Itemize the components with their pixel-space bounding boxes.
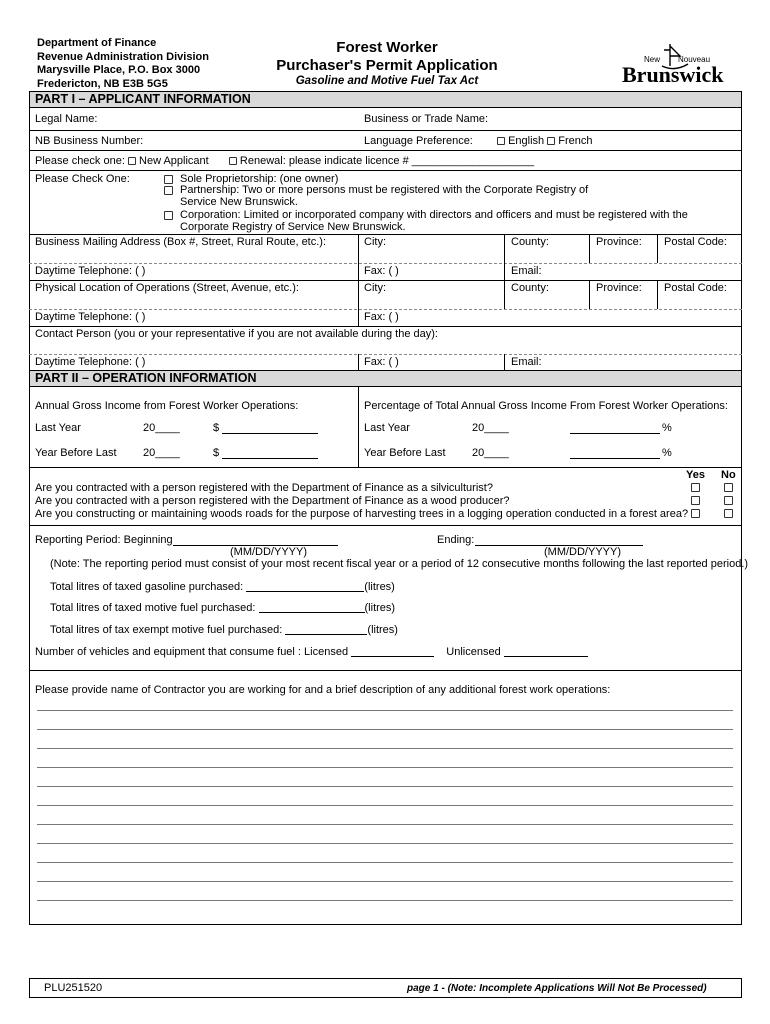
- dept-line: Revenue Administration Division: [37, 50, 209, 63]
- description-line[interactable]: [37, 843, 733, 844]
- form-subtitle: Gasoline and Motive Fuel Tax Act: [295, 75, 479, 87]
- ending-label: Ending:: [437, 534, 475, 546]
- description-line[interactable]: [37, 862, 733, 863]
- divider: [29, 326, 742, 327]
- daytime-telephone-label-2: Daytime Telephone: ( ): [35, 311, 146, 323]
- option-corporation: Corporation: Limited or incorporated company with directors and officers and must be registered with the: [180, 209, 688, 221]
- email-label: Email:: [511, 265, 542, 277]
- last-year-label-2: Last Year: [364, 422, 410, 434]
- option-corporation-2: Corporate Registry of Service New Brunswick.: [180, 221, 406, 233]
- dept-line: Fredericton, NB E3B 5G5: [37, 77, 168, 90]
- income-last-year-field[interactable]: [222, 423, 318, 434]
- daytime-telephone-label-3: Daytime Telephone: ( ): [35, 356, 146, 368]
- description-line[interactable]: [37, 786, 733, 787]
- corporation-checkbox[interactable]: [164, 211, 173, 220]
- email-label-3: Email:: [511, 356, 542, 368]
- divider: [29, 467, 742, 468]
- physical-location-label: Physical Location of Operations (Street, Avenue, etc.):: [35, 282, 299, 294]
- divider: [29, 525, 742, 526]
- percent-sign: %: [662, 422, 672, 434]
- wood-producer-no-checkbox[interactable]: [724, 496, 733, 505]
- fax-label: Fax: ( ): [364, 265, 399, 277]
- english-label: English: [508, 135, 545, 147]
- silviculturist-yes-checkbox[interactable]: [691, 483, 700, 492]
- county-label-2: County:: [511, 282, 549, 294]
- yes-header: Yes: [686, 469, 705, 481]
- divider: [29, 170, 742, 171]
- divider: [29, 234, 742, 235]
- description-line[interactable]: [37, 710, 733, 711]
- year-before-last-label-2: Year Before Last: [364, 447, 446, 459]
- percentage-label: Percentage of Total Annual Gross Income From Forest Worker Operations:: [364, 400, 728, 412]
- part1-title: PART I – APPLICANT INFORMATION: [29, 91, 742, 108]
- english-checkbox[interactable]: [497, 137, 505, 145]
- description-line[interactable]: [37, 805, 733, 806]
- exempt-fuel-row: [50, 624, 398, 636]
- renewal-checkbox[interactable]: [229, 157, 237, 165]
- new-applicant-checkbox[interactable]: [128, 157, 136, 165]
- business-name-label: Business or Trade Name:: [364, 113, 489, 125]
- postal-code-label: Postal Code:: [664, 236, 727, 248]
- reporting-note: (Note: The reporting period must consist of your most recent fiscal year or a period of 12 consecutive months following the last reported period.): [50, 558, 749, 570]
- postal-code-label-2: Postal Code:: [664, 282, 727, 294]
- description-line[interactable]: [37, 824, 733, 825]
- reporting-beginning-label: Reporting Period: Beginning: [35, 534, 173, 546]
- part2-title: PART II – OPERATION INFORMATION: [29, 370, 742, 387]
- form-code: PLU251520: [44, 982, 103, 994]
- gasoline-row: [50, 581, 395, 593]
- no-header: No: [721, 469, 736, 481]
- litres-unit: (litres): [364, 602, 396, 614]
- annual-income-label: Annual Gross Income from Forest Worker Operations:: [35, 400, 299, 412]
- question-wood-producer: Are you contracted with a person registered with the Department of Finance as a wood producer?: [35, 495, 510, 507]
- fax-label-3: Fax: ( ): [364, 356, 399, 368]
- vehicles-row: [35, 646, 588, 658]
- daytime-telephone-label: Daytime Telephone: ( ): [35, 265, 146, 277]
- department-address: [37, 37, 209, 91]
- last-year-label: Last Year: [35, 422, 81, 434]
- county-label: County:: [511, 236, 549, 248]
- litres-unit: (litres): [364, 581, 395, 593]
- option-partnership-2: Service New Brunswick.: [180, 196, 298, 208]
- year-before-last-label: Year Before Last: [35, 447, 117, 459]
- motive-fuel-field[interactable]: [259, 602, 365, 613]
- logo-new: New: [644, 55, 661, 64]
- applicant-type-row: [35, 155, 534, 167]
- divider: [29, 670, 742, 671]
- divider: [29, 280, 742, 281]
- description-line[interactable]: [37, 767, 733, 768]
- partnership-checkbox[interactable]: [164, 186, 173, 195]
- divider: [29, 150, 742, 151]
- motive-fuel-label: Total litres of taxed motive fuel purchased:: [50, 602, 256, 614]
- question-woods-roads: Are you constructing or maintaining woods roads for the purpose of harvesting trees in a logging operation conducted in a forest area?: [35, 508, 689, 520]
- exempt-fuel-label: Total litres of tax exempt motive fuel purchased:: [50, 624, 283, 636]
- form-title-2: Purchaser's Permit Application: [276, 57, 498, 74]
- divider: [29, 130, 742, 131]
- licensed-field[interactable]: [351, 646, 434, 657]
- woods-roads-no-checkbox[interactable]: [724, 509, 733, 518]
- option-partnership: Partnership: Two or more persons must be registered with the Corporate Registry of: [180, 184, 589, 196]
- province-label: Province:: [596, 236, 642, 248]
- dollar-sign-2: $: [213, 447, 220, 459]
- form-title: Forest Worker: [336, 39, 438, 56]
- new-brunswick-logo: [620, 42, 735, 88]
- dollar-sign: $: [213, 422, 220, 434]
- year-field[interactable]: 20____: [143, 422, 180, 434]
- dept-line: Marysville Place, P.O. Box 3000: [37, 64, 201, 76]
- city-label: City:: [364, 236, 386, 248]
- unlicensed-label: Unlicensed: [446, 646, 501, 658]
- check-one-label: Please check one:: [35, 155, 125, 167]
- date-format-begin: (MM/DD/YYYY): [230, 546, 307, 558]
- option-sole: Sole Proprietorship: (one owner): [180, 173, 339, 185]
- fax-label-2: Fax: ( ): [364, 311, 399, 323]
- renewal-label: Renewal: please indicate licence # ____________________: [239, 155, 535, 167]
- french-label: French: [558, 135, 593, 147]
- percent-sign-2: %: [662, 447, 672, 459]
- woods-roads-yes-checkbox[interactable]: [691, 509, 700, 518]
- percentage-year-before-last-field[interactable]: [570, 448, 660, 459]
- page-note: page 1 - (Note: Incomplete Applications Will Not Be Processed): [407, 983, 707, 994]
- logo-nouveau: Nouveau: [678, 55, 711, 64]
- exempt-fuel-field[interactable]: [285, 624, 367, 635]
- description-line[interactable]: [37, 729, 733, 730]
- date-format-end: (MM/DD/YYYY): [544, 546, 621, 558]
- logo-brunswick: Brunswick: [622, 62, 724, 87]
- reporting-ending-field[interactable]: [475, 535, 643, 546]
- language-preference: [364, 135, 593, 147]
- description-line[interactable]: [37, 881, 733, 882]
- year-field-3[interactable]: 20____: [143, 447, 180, 459]
- description-line[interactable]: [37, 900, 733, 901]
- mailing-address-label: Business Mailing Address (Box #, Street, Rural Route, etc.):: [35, 236, 327, 248]
- description-line[interactable]: [37, 748, 733, 749]
- french-checkbox[interactable]: [547, 137, 555, 145]
- vehicles-label: Number of vehicles and equipment that consume fuel : Licensed: [35, 646, 349, 658]
- check-one-label-2: Please Check One:: [35, 173, 130, 185]
- percentage-last-year-field[interactable]: [570, 423, 660, 434]
- year-field-2[interactable]: 20____: [472, 422, 509, 434]
- wood-producer-yes-checkbox[interactable]: [691, 496, 700, 505]
- dept-line: Department of Finance: [37, 37, 157, 49]
- silviculturist-no-checkbox[interactable]: [724, 483, 733, 492]
- gasoline-label: Total litres of taxed gasoline purchased:: [50, 581, 244, 593]
- unlicensed-field[interactable]: [504, 646, 588, 657]
- gasoline-field[interactable]: [246, 581, 364, 592]
- contact-person-label: Contact Person (you or your representative if you are not available during the day):: [35, 328, 438, 340]
- question-silviculturist: Are you contracted with a person registered with the Department of Finance as a silviculturist?: [35, 482, 493, 494]
- income-year-before-last-field[interactable]: [222, 448, 318, 459]
- new-applicant-label: New Applicant: [139, 155, 209, 167]
- reporting-beginning-field[interactable]: [173, 535, 338, 546]
- contractor-label: Please provide name of Contractor you are working for and a brief description of any additional forest work operations:: [35, 684, 611, 696]
- province-label-2: Province:: [596, 282, 642, 294]
- year-field-4[interactable]: 20____: [472, 447, 509, 459]
- sole-proprietorship-checkbox[interactable]: [164, 175, 173, 184]
- legal-name-label: Legal Name:: [35, 113, 98, 125]
- nb-business-number-label: NB Business Number:: [35, 135, 144, 147]
- motive-fuel-row: [50, 602, 395, 614]
- city-label-2: City:: [364, 282, 386, 294]
- language-label: Language Preference:: [364, 135, 473, 147]
- litres-unit: (litres): [367, 624, 398, 636]
